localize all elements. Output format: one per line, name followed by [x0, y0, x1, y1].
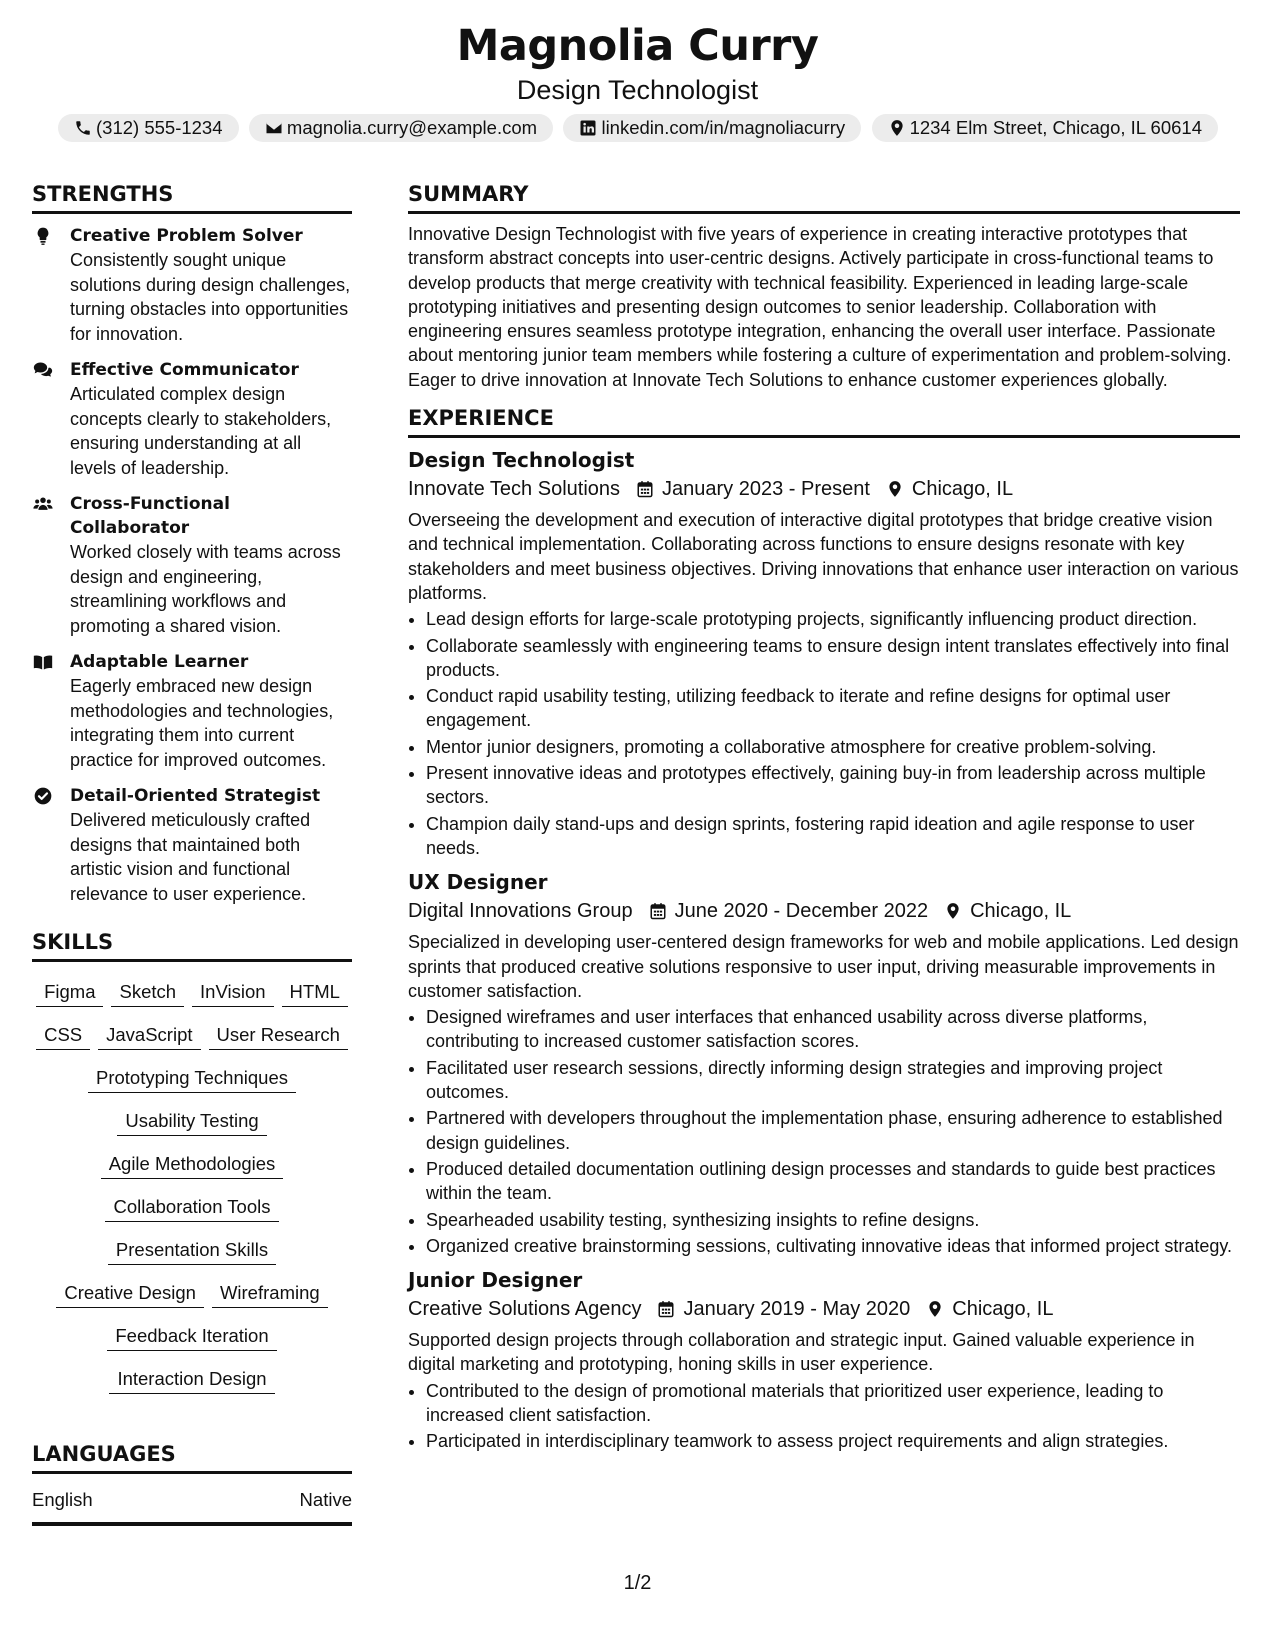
skill-tag: CSS — [36, 1023, 90, 1050]
job-entry — [408, 446, 1240, 860]
skills-list — [32, 980, 352, 1394]
map-pin-icon — [886, 479, 904, 499]
strength-name: Cross-Functional Collaborator — [70, 494, 230, 538]
book-open-icon — [32, 652, 54, 672]
strength-name: Detail-Oriented Strategist — [70, 786, 321, 806]
job-description: Specialized in developing user-centered design frameworks for web and mobile applications. Led design sprints that produced creative solutions responsive to user input, driving measurable improvements in customer satisfaction. — [408, 932, 1239, 1001]
skill-tag: HTML — [282, 980, 348, 1007]
job-company: Creative Solutions Agency — [408, 1298, 642, 1321]
job-dates: June 2020 - December 2022 — [674, 900, 929, 923]
skill-tag: User Research — [209, 1023, 348, 1050]
contact-bar — [58, 114, 1218, 142]
languages-section — [32, 1440, 352, 1526]
job-bullet: • Lead design efforts for large-scale prototyping projects, significantly influencing product direction. — [426, 607, 1240, 631]
job-bullet: • Collaborate seamlessly with engineering teams to ensure design intent translates effectively into final products. — [426, 634, 1240, 683]
job-bullets — [408, 1005, 1240, 1258]
skill-tag: JavaScript — [98, 1023, 200, 1050]
experience-section — [408, 404, 1240, 1454]
job-bullet: • Spearheaded usability testing, synthesizing insights to refine designs. — [426, 1208, 1240, 1232]
page-number: 1/2 — [623, 1572, 652, 1594]
job-dates: January 2019 - May 2020 — [683, 1298, 911, 1321]
candidate-name: Magnolia Curry — [456, 21, 819, 71]
phone-icon — [74, 119, 92, 137]
strength-name: Effective Communicator — [70, 360, 299, 380]
language-name: English — [32, 1489, 93, 1510]
contact-email-text: magnolia.curry@example.com — [286, 117, 538, 138]
job-bullet: • Designed wireframes and user interfaces that enhanced usability across diverse platforms, contributing to increased customer satisfaction scores. — [426, 1005, 1240, 1054]
summary-text: Innovative Design Technologist with five years of experience in creating interactive prototypes that transform abstract concepts into user-centric designs. Actively participate in cross-functional teams to develop products that merge creativity with technical feasibility. Experienced in leading large-scale prototyping initiatives and presenting design outcomes to senior leadership. Collaboration with engineering ensures seamless prototype integration, enhancing the overall user interface. Passionate about mentoring junior team members while fostering a culture of experimentation and problem-solving. Eager to drive innovation at Innovate Tech Solutions to enhance customer experiences globally. — [408, 224, 1232, 390]
skill-tag: Usability Testing — [117, 1109, 266, 1136]
strength-desc: Worked closely with teams across design and engineering, streamlining workflows and promoting a shared vision. — [70, 542, 341, 636]
job-bullet: • Partnered with developers throughout the implementation phase, ensuring adherence to established design guidelines. — [426, 1106, 1240, 1155]
job-entry — [408, 1266, 1240, 1453]
strength-desc: Consistently sought unique solutions during design challenges, turning obstacles into opportunities for innovation. — [70, 250, 351, 344]
skill-tag: Agile Methodologies — [101, 1152, 284, 1179]
map-pin-icon — [926, 1299, 944, 1319]
job-title: Design Technologist — [408, 448, 635, 473]
strengths-heading: STRENGTHS — [32, 180, 352, 214]
job-bullet: • Facilitated user research sessions, directly informing design strategies and improving project outcomes. — [426, 1056, 1240, 1105]
language-row — [32, 1474, 352, 1526]
skills-heading: SKILLS — [32, 928, 352, 962]
comments-icon — [32, 360, 54, 380]
job-bullets — [408, 1379, 1240, 1454]
strength-item — [32, 650, 352, 772]
contact-address-text: 1234 Elm Street, Chicago, IL 60614 — [909, 117, 1202, 138]
contact-phone[interactable] — [58, 114, 239, 142]
languages-heading: LANGUAGES — [32, 1440, 352, 1474]
check-circle-icon — [32, 786, 54, 806]
skill-tag: Figma — [36, 980, 103, 1007]
calendar-icon — [649, 901, 667, 921]
calendar-icon — [636, 479, 654, 499]
skill-tag: Collaboration Tools — [105, 1195, 278, 1222]
job-title: UX Designer — [408, 870, 548, 895]
strength-desc: Articulated complex design concepts clearly to stakeholders, ensuring understanding at all levels of leadership. — [70, 384, 332, 478]
map-pin-icon — [888, 119, 906, 137]
contact-address[interactable] — [872, 114, 1218, 142]
linkedin-icon — [579, 119, 597, 137]
candidate-title: Design Technologist — [516, 75, 759, 105]
skill-tag: Interaction Design — [109, 1367, 274, 1394]
job-bullet: • Conduct rapid usability testing, utilizing feedback to iterate and refine designs for optimal user engagement. — [426, 684, 1240, 733]
job-entry — [408, 868, 1240, 1258]
left-column — [32, 180, 352, 1526]
skill-tag: Presentation Skills — [108, 1238, 276, 1265]
contact-linkedin[interactable] — [563, 114, 861, 142]
job-company: Digital Innovations Group — [408, 900, 633, 923]
strength-item — [32, 492, 352, 638]
skill-tag: Prototyping Techniques — [88, 1066, 296, 1093]
skill-tag: Feedback Iteration — [107, 1324, 276, 1351]
skills-section — [32, 928, 352, 1394]
job-meta — [408, 896, 1240, 926]
resume-header — [0, 18, 1275, 106]
contact-linkedin-text: linkedin.com/in/magnoliacurry — [601, 117, 846, 138]
calendar-icon — [657, 1299, 675, 1319]
job-bullet: • Participated in interdisciplinary teamwork to assess project requirements and align strategies. — [426, 1429, 1240, 1453]
strength-item — [32, 224, 352, 346]
users-icon — [32, 494, 54, 514]
job-bullet: • Produced detailed documentation outlining design processes and standards to guide best practices within the team. — [426, 1157, 1240, 1206]
job-meta — [408, 1294, 1240, 1324]
strength-desc: Eagerly embraced new design methodologies and technologies, integrating them into current practice for improved outcomes. — [70, 676, 334, 770]
skill-tag: Sketch — [111, 980, 184, 1007]
strengths-section — [32, 180, 352, 906]
language-level: Native — [299, 1489, 352, 1510]
job-description: Supported design projects through collaboration and strategic input. Gained valuable experience in digital marketing and prototyping, honing skills in user experience. — [408, 1330, 1195, 1375]
lightbulb-icon — [32, 226, 54, 246]
job-bullet: • Contributed to the design of promotional materials that prioritized user experience, leading to increased client satisfaction. — [426, 1379, 1240, 1428]
strength-item — [32, 358, 352, 480]
strength-item — [32, 784, 352, 906]
strength-desc: Delivered meticulously crafted designs that maintained both artistic vision and functional relevance to user experience. — [70, 810, 311, 904]
summary-heading: SUMMARY — [408, 180, 1240, 214]
job-location: Chicago, IL — [970, 900, 1072, 923]
skill-tag: InVision — [192, 980, 273, 1007]
skill-tag: Creative Design — [56, 1281, 204, 1308]
job-bullets — [408, 607, 1240, 860]
job-location: Chicago, IL — [911, 478, 1014, 501]
right-column — [408, 180, 1240, 1456]
job-meta — [408, 474, 1240, 504]
job-location: Chicago, IL — [952, 1298, 1054, 1321]
summary-section — [408, 180, 1240, 392]
job-bullet: • Champion daily stand-ups and design sprints, fostering rapid ideation and agile response to user needs. — [426, 812, 1240, 861]
map-pin-icon — [944, 901, 962, 921]
job-company: Innovate Tech Solutions — [408, 478, 621, 501]
job-dates: January 2023 - Present — [662, 478, 870, 501]
job-bullet: • Mentor junior designers, promoting a collaborative atmosphere for creative problem-solving. — [426, 735, 1240, 759]
experience-heading: EXPERIENCE — [408, 404, 1240, 438]
job-title: Junior Designer — [408, 1268, 583, 1293]
envelope-icon — [265, 119, 283, 137]
strength-name: Adaptable Learner — [70, 652, 249, 672]
job-bullet: • Organized creative brainstorming sessions, cultivating innovative ideas that informed project strategy. — [426, 1234, 1240, 1258]
job-description: Overseeing the development and execution of interactive digital prototypes that bridge creative vision and technical implementation. Collaborating across functions to ensure designs resonate with key stakeholders and meet business objectives. Driving innovations that enhance user interaction on various platforms. — [408, 510, 1239, 603]
contact-email[interactable] — [249, 114, 553, 142]
skill-tag: Wireframing — [212, 1281, 328, 1308]
job-bullet: • Present innovative ideas and prototypes effectively, gaining buy-in from leadership across multiple sectors. — [426, 761, 1240, 810]
contact-phone-text: (312) 555-1234 — [96, 117, 223, 138]
strength-name: Creative Problem Solver — [70, 226, 303, 246]
